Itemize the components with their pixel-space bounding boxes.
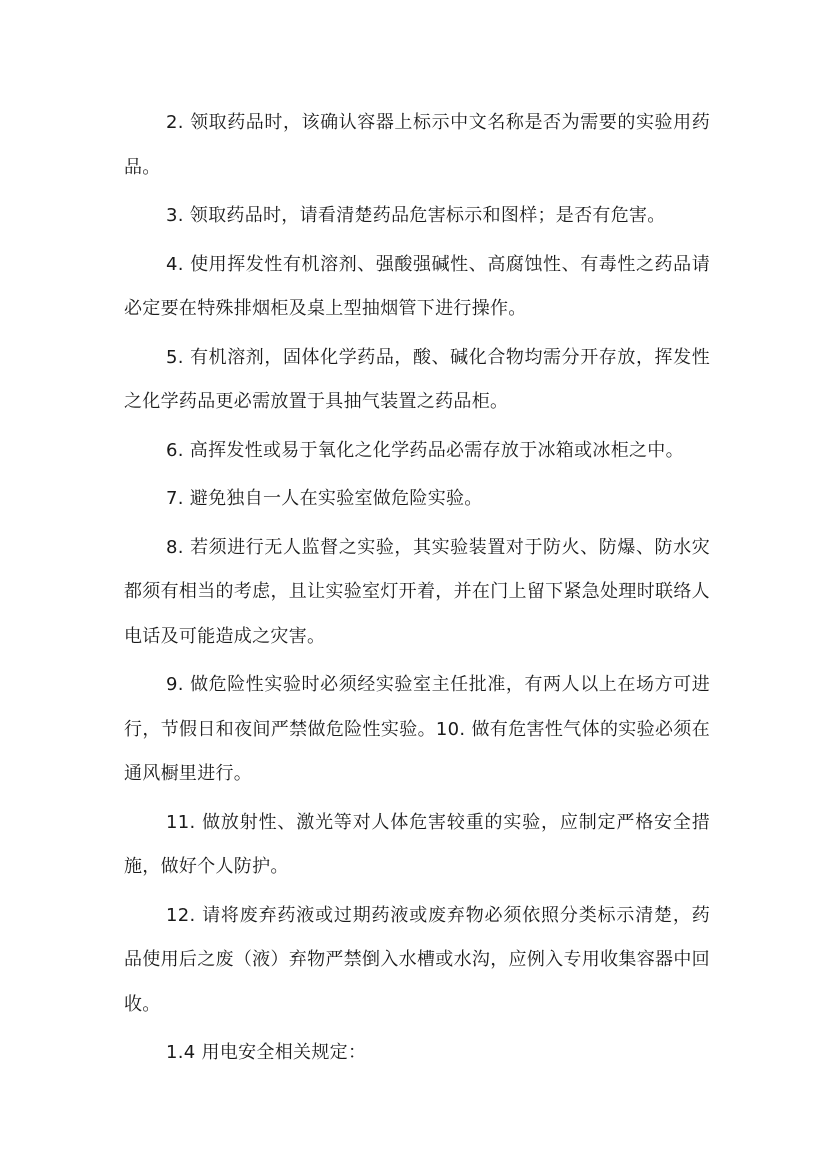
paragraph-item-6: 6. 高挥发性或易于氧化之化学药品必需存放于冰箱或冰柜之中。 bbox=[166, 439, 684, 461]
paragraph-item-8: 8. 若须进行无人监督之实验，其实验装置对于防火、防爆、防水灾都须有相当的考虑，且让实验室灯开着，并在门上留下紧急处理时联络人电话及可能造成之灾害。 bbox=[124, 536, 710, 647]
paragraph-item-5: 5. 有机溶剂，固体化学药品，酸、碱化合物均需分开存放，挥发性之化学药品更必需放置于具抽气装置之药品柜。 bbox=[124, 346, 710, 412]
paragraph-item-7: 7. 避免独自一人在实验室做危险实验。 bbox=[166, 488, 483, 509]
document-body bbox=[124, 101, 710, 1076]
paragraph-item-9-10: 9. 做危险性实验时必须经实验室主任批准，有两人以上在场方可进行，节假日和夜间严禁做危险性实验。10. 做有危害性气体的实验必须在通风橱里进行。 bbox=[124, 674, 710, 784]
paragraph-item-4: 4. 使用挥发性有机溶剂、强酸强碱性、高腐蚀性、有毒性之药品请必定要在特殊排烟柜及桌上型抽烟管下进行操作。 bbox=[124, 253, 710, 319]
paragraph-item-2: 2. 领取药品时，该确认容器上标示中文名称是否为需要的实验用药品。 bbox=[124, 112, 710, 178]
section-heading: 1.4 用电安全相关规定： bbox=[166, 1042, 367, 1063]
paragraph-item-11: 11. 做放射性、激光等对人体危害较重的实验，应制定严格安全措施，做好个人防护。 bbox=[124, 811, 710, 877]
paragraph-item-12: 12. 请将废弃药液或过期药液或废弃物必须依照分类标示清楚，药品使用后之废（液）弃物严禁倒入水槽或水沟，应例入专用收集容器中回收。 bbox=[124, 904, 710, 1015]
paragraph-item-3: 3. 领取药品时，请看清楚药品危害标示和图样；是否有危害。 bbox=[166, 205, 666, 226]
